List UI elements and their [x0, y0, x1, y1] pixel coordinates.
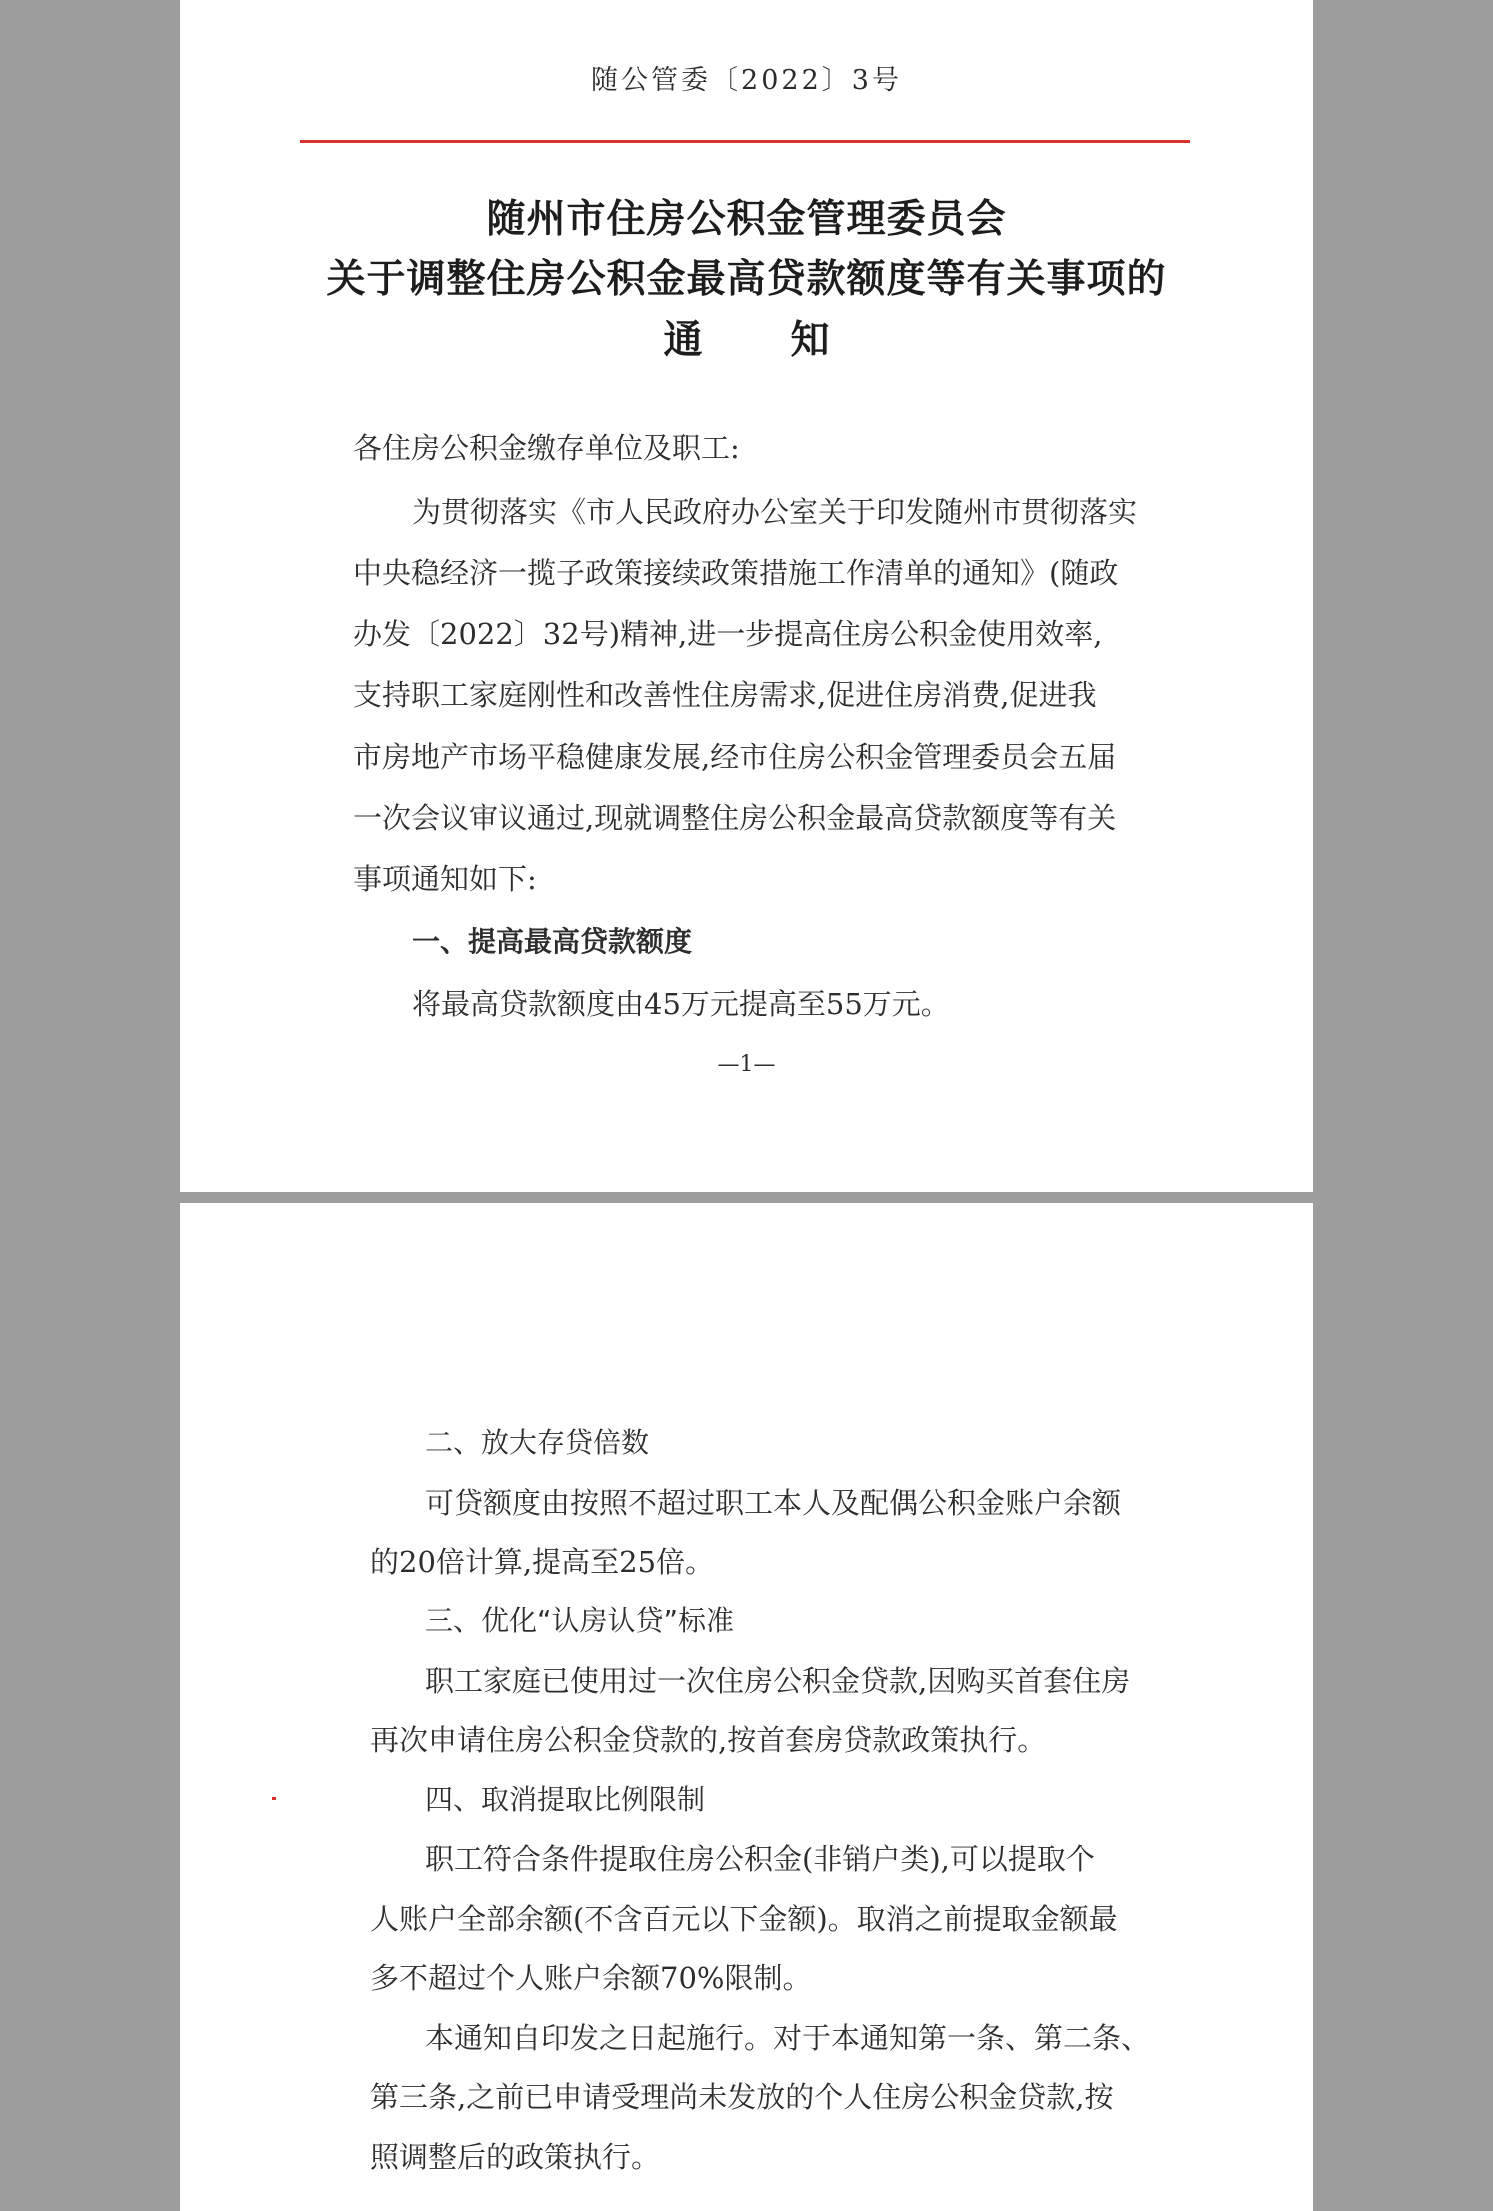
document-title-line-2: 关于调整住房公积金最高贷款额度等有关事项的: [326, 256, 1167, 302]
intro-line: 一次会议审议通过,现就调整住房公积金最高贷款额度等有关: [353, 801, 1117, 835]
document-title-line-3: 通知: [663, 317, 918, 363]
document-page-2: [180, 1203, 1313, 2211]
section-4-line: 多不超过个人账户余额70%限制。: [370, 1961, 812, 1995]
intro-line: 办发〔2022〕32号)精神,进一步提高住房公积金使用效率,: [353, 617, 1103, 651]
section-3-line: 职工家庭已使用过一次住房公积金贷款,因购买首套住房: [425, 1664, 1131, 1698]
section-3-line: 再次申请住房公积金贷款的,按首套房贷款政策执行。: [370, 1723, 1047, 1757]
salutation: 各住房公积金缴存单位及职工:: [353, 431, 740, 465]
intro-line: 支持职工家庭刚性和改善性住房需求,促进住房消费,促进我: [353, 678, 1097, 712]
section-2-line: 可贷额度由按照不超过职工本人及配偶公积金账户余额: [425, 1486, 1122, 1520]
closing-line: 照调整后的政策执行。: [370, 2140, 661, 2174]
section-3-heading: 三、优化“认房认贷”标准: [425, 1604, 735, 1637]
closing-line: 第三条,之前已申请受理尚未发放的个人住房公积金贷款,按: [370, 2080, 1114, 2114]
section-2-line: 的20倍计算,提高至25倍。: [370, 1545, 715, 1579]
document-page-1: [180, 0, 1313, 1192]
section-2-heading: 二、放大存贷倍数: [425, 1426, 650, 1459]
scan-speck: [272, 1797, 276, 1800]
page-number: —1—: [717, 1052, 776, 1077]
section-1-heading: 一、提高最高贷款额度: [412, 925, 693, 958]
closing-line: 本通知自印发之日起施行。对于本通知第一条、第二条、: [425, 2021, 1151, 2055]
intro-line: 市房地产市场平稳健康发展,经市住房公积金管理委员会五届: [353, 740, 1117, 774]
section-4-line: 职工符合条件提取住房公积金(非销户类),可以提取个: [425, 1842, 1095, 1876]
intro-line: 为贯彻落实《市人民政府办公室关于印发随州市贯彻落实: [412, 495, 1138, 529]
intro-line: 事项通知如下:: [353, 862, 537, 896]
red-header-rule: [300, 140, 1190, 143]
section-4-heading: 四、取消提取比例限制: [425, 1783, 706, 1816]
section-4-line: 人账户全部余额(不含百元以下金额)。取消之前提取金额最: [370, 1902, 1118, 1936]
document-number: 随公管委〔2022〕3号: [591, 65, 902, 96]
section-1-body: 将最高贷款额度由45万元提高至55万元。: [412, 987, 950, 1021]
intro-line: 中央稳经济一揽子政策接续政策措施工作清单的通知》(随政: [353, 556, 1119, 590]
document-title-line-1: 随州市住房公积金管理委员会: [486, 196, 1007, 242]
